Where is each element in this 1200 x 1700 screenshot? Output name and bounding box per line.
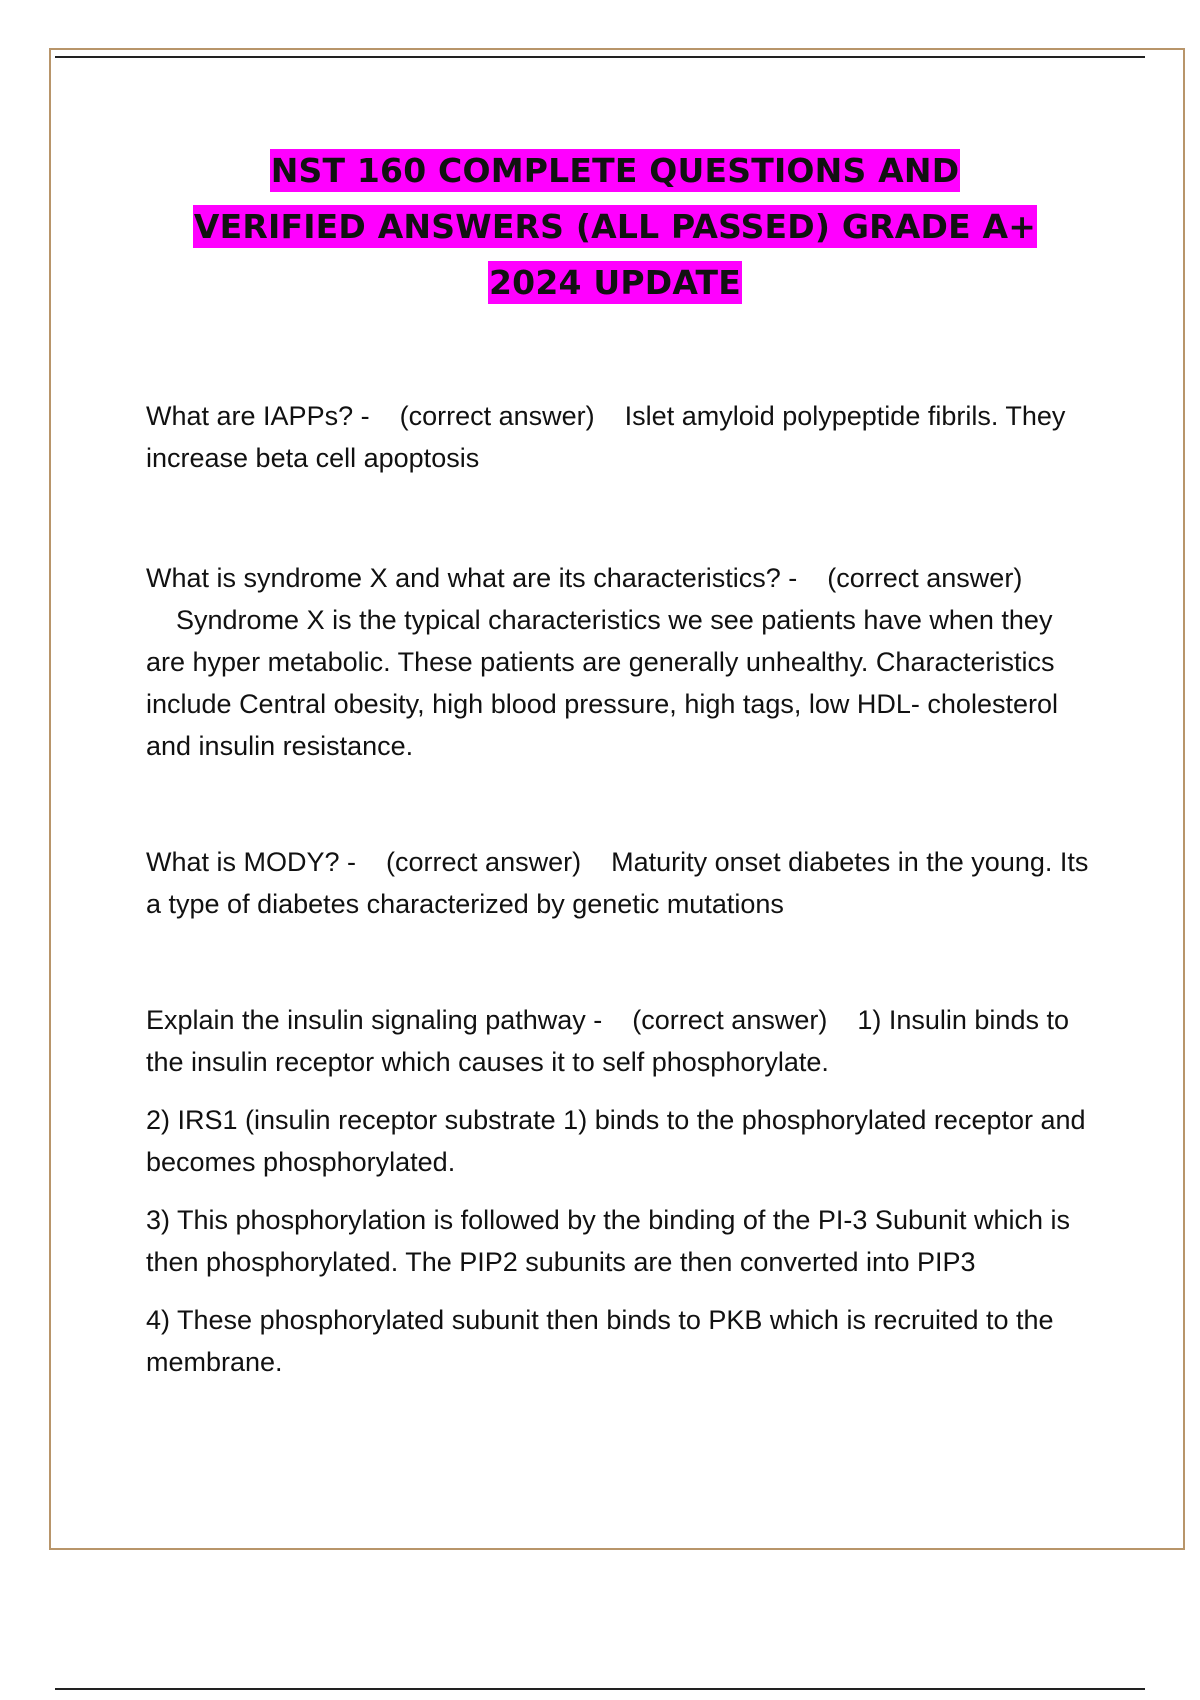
bottom-rule <box>55 1688 1145 1690</box>
qa-item-4-lead <box>146 999 1096 1083</box>
qa-item-3 <box>146 841 1096 925</box>
answer-text: Syndrome X is the typical characteristics we see patients have when they are hyper metabolic. These patients are generally unhealthy. Characteristics include Central obesity, high blood pressure, high tags, low HDL- cholesterol and insulin resistance. <box>146 605 1058 761</box>
answer-text: Islet amyloid polypeptide fibrils. They increase beta cell apoptosis <box>146 401 1066 473</box>
answer-marker: (correct answer) <box>827 563 1023 593</box>
answer-marker: (correct answer) <box>632 1005 828 1035</box>
answer-marker: (correct answer) <box>386 847 582 877</box>
title-line-3: 2024 UPDATE <box>489 263 741 302</box>
answer-text: Maturity onset diabetes in the young. Its a type of diabetes characterized by genetic mutations <box>146 847 1089 919</box>
title-line-2: VERIFIED ANSWERS (ALL PASSED) GRADE A+ <box>193 207 1037 246</box>
top-rule <box>55 56 1145 58</box>
qa-item-4 <box>146 999 1096 1383</box>
document-title <box>120 145 1110 313</box>
qa-item-2 <box>146 557 1096 767</box>
answer-marker: (correct answer) <box>399 401 595 431</box>
question-text: What are IAPPs? - <box>146 401 370 431</box>
qa-content <box>146 395 1096 1383</box>
question-text: Explain the insulin signaling pathway - <box>146 1005 603 1035</box>
question-text: What is MODY? - <box>146 847 357 877</box>
question-text: What is syndrome X and what are its characteristics? - <box>146 563 798 593</box>
title-line-1: NST 160 COMPLETE QUESTIONS AND <box>270 151 960 190</box>
pathway-step-4: 4) These phosphorylated subunit then binds to PKB which is recruited to the membrane. <box>146 1305 1054 1377</box>
pathway-step-2: 2) IRS1 (insulin receptor substrate 1) binds to the phosphorylated receptor and becomes phosphorylated. <box>146 1105 1086 1177</box>
answer-text: 1) Insulin binds to the insulin receptor which causes it to self phosphorylate. <box>146 1005 1069 1077</box>
qa-item-1 <box>146 395 1096 479</box>
pathway-step-3: 3) This phosphorylation is followed by the binding of the PI-3 Subunit which is then phosphorylated. The PIP2 subunits are then converted into PIP3 <box>146 1205 1071 1277</box>
